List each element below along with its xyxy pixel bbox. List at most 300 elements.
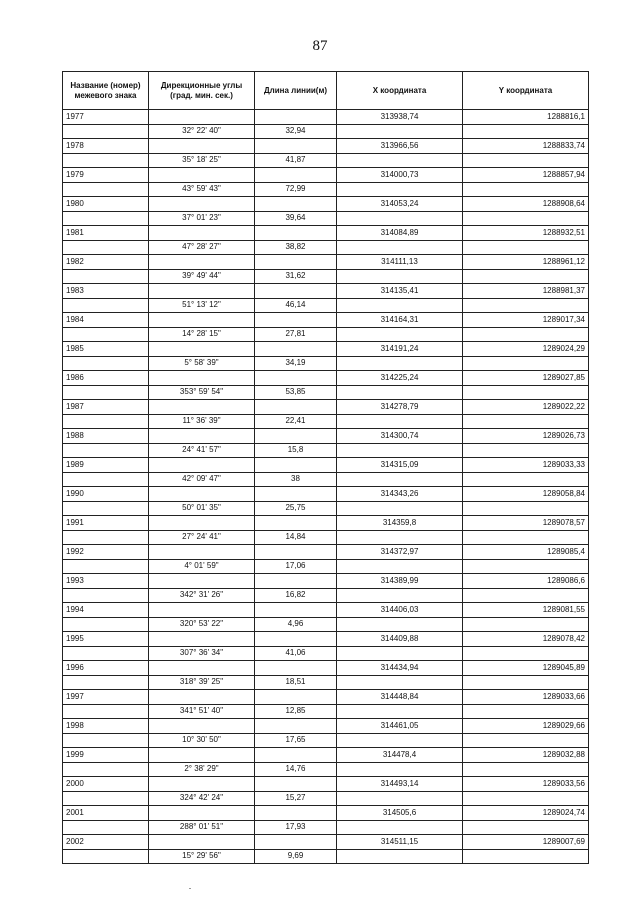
empty-cell	[63, 298, 149, 313]
line-length: 53,85	[255, 385, 337, 400]
point-row	[63, 110, 589, 125]
empty-cell	[149, 168, 255, 183]
empty-cell	[63, 124, 149, 139]
point-name: 1984	[63, 313, 149, 328]
point-name: 1997	[63, 690, 149, 705]
empty-cell	[149, 516, 255, 531]
point-name: 1986	[63, 371, 149, 386]
y-coordinate: 1289081,55	[463, 603, 589, 618]
empty-cell	[255, 748, 337, 763]
empty-cell	[337, 414, 463, 429]
empty-cell	[337, 240, 463, 255]
empty-cell	[255, 458, 337, 473]
point-name: 1989	[63, 458, 149, 473]
point-row	[63, 603, 589, 618]
y-coordinate: 1289027,85	[463, 371, 589, 386]
empty-cell	[63, 240, 149, 255]
direction-angle: 32° 22' 40"	[149, 124, 255, 139]
direction-angle: 51° 13' 12"	[149, 298, 255, 313]
empty-cell	[149, 400, 255, 415]
empty-cell	[337, 211, 463, 226]
point-name: 1994	[63, 603, 149, 618]
boundary-coordinates-table	[62, 71, 589, 864]
empty-cell	[255, 777, 337, 792]
x-coordinate: 313966,56	[337, 139, 463, 154]
direction-angle: 342° 31' 26"	[149, 588, 255, 603]
segment-row	[63, 588, 589, 603]
point-name: 2002	[63, 835, 149, 850]
direction-angle: 24° 41' 57"	[149, 443, 255, 458]
empty-cell	[255, 806, 337, 821]
line-length: 17,65	[255, 733, 337, 748]
x-coordinate: 314448,84	[337, 690, 463, 705]
line-length: 25,75	[255, 501, 337, 516]
empty-cell	[463, 820, 589, 835]
line-length: 4,96	[255, 617, 337, 632]
empty-cell	[337, 501, 463, 516]
empty-cell	[63, 472, 149, 487]
x-coordinate: 314315,09	[337, 458, 463, 473]
direction-angle: 39° 49' 44"	[149, 269, 255, 284]
header-name: Название (номер) межевого знака	[63, 72, 149, 110]
empty-cell	[63, 849, 149, 864]
empty-cell	[337, 124, 463, 139]
empty-cell	[149, 574, 255, 589]
empty-cell	[149, 284, 255, 299]
point-name: 1981	[63, 226, 149, 241]
empty-cell	[337, 791, 463, 806]
empty-cell	[463, 501, 589, 516]
segment-row	[63, 385, 589, 400]
empty-cell	[463, 675, 589, 690]
x-coordinate: 314478,4	[337, 748, 463, 763]
segment-row	[63, 617, 589, 632]
direction-angle: 2° 38' 29"	[149, 762, 255, 777]
point-name: 1993	[63, 574, 149, 589]
empty-cell	[255, 400, 337, 415]
point-name: 1982	[63, 255, 149, 270]
segment-row	[63, 356, 589, 371]
empty-cell	[463, 240, 589, 255]
empty-cell	[337, 472, 463, 487]
empty-cell	[463, 414, 589, 429]
empty-cell	[337, 182, 463, 197]
empty-cell	[255, 342, 337, 357]
x-coordinate: 314505,6	[337, 806, 463, 821]
line-length: 17,06	[255, 559, 337, 574]
x-coordinate: 314359,8	[337, 516, 463, 531]
empty-cell	[463, 269, 589, 284]
line-length: 31,62	[255, 269, 337, 284]
empty-cell	[63, 733, 149, 748]
direction-angle: 10° 30' 50"	[149, 733, 255, 748]
direction-angle: 27° 24' 41"	[149, 530, 255, 545]
empty-cell	[337, 762, 463, 777]
empty-cell	[149, 313, 255, 328]
line-length: 38,82	[255, 240, 337, 255]
point-row	[63, 661, 589, 676]
point-name: 1999	[63, 748, 149, 763]
empty-cell	[463, 704, 589, 719]
empty-cell	[149, 632, 255, 647]
point-row	[63, 835, 589, 850]
x-coordinate: 314511,15	[337, 835, 463, 850]
segment-row	[63, 733, 589, 748]
empty-cell	[63, 588, 149, 603]
line-length: 15,27	[255, 791, 337, 806]
direction-angle: 318° 39' 25"	[149, 675, 255, 690]
empty-cell	[149, 545, 255, 560]
empty-cell	[149, 835, 255, 850]
empty-cell	[149, 777, 255, 792]
line-length: 15,8	[255, 443, 337, 458]
segment-row	[63, 501, 589, 516]
line-length: 9,69	[255, 849, 337, 864]
empty-cell	[337, 385, 463, 400]
empty-cell	[463, 791, 589, 806]
empty-cell	[63, 791, 149, 806]
empty-cell	[63, 269, 149, 284]
empty-cell	[63, 501, 149, 516]
empty-cell	[255, 371, 337, 386]
empty-cell	[463, 327, 589, 342]
header-angle: Дирекционные углы (град. мин. сек.)	[149, 72, 255, 110]
direction-angle: 11° 36' 39"	[149, 414, 255, 429]
x-coordinate: 314406,03	[337, 603, 463, 618]
empty-cell	[463, 443, 589, 458]
line-length: 14,84	[255, 530, 337, 545]
empty-cell	[63, 443, 149, 458]
point-name: 1983	[63, 284, 149, 299]
segment-row	[63, 298, 589, 313]
y-coordinate: 1288857,94	[463, 168, 589, 183]
empty-cell	[149, 603, 255, 618]
segment-row	[63, 791, 589, 806]
empty-cell	[337, 704, 463, 719]
line-length: 22,41	[255, 414, 337, 429]
empty-cell	[463, 211, 589, 226]
y-coordinate: 1288908,64	[463, 197, 589, 212]
header-length: Длина линии(м)	[255, 72, 337, 110]
empty-cell	[463, 153, 589, 168]
x-coordinate: 314225,24	[337, 371, 463, 386]
y-coordinate: 1289033,33	[463, 458, 589, 473]
x-coordinate: 314135,41	[337, 284, 463, 299]
point-row	[63, 748, 589, 763]
line-length: 38	[255, 472, 337, 487]
segment-row	[63, 269, 589, 284]
empty-cell	[463, 588, 589, 603]
line-length: 27,81	[255, 327, 337, 342]
point-name: 1985	[63, 342, 149, 357]
empty-cell	[149, 690, 255, 705]
y-coordinate: 1289086,6	[463, 574, 589, 589]
empty-cell	[63, 385, 149, 400]
line-length: 39,64	[255, 211, 337, 226]
empty-cell	[255, 313, 337, 328]
empty-cell	[63, 704, 149, 719]
segment-row	[63, 211, 589, 226]
segment-row	[63, 327, 589, 342]
empty-cell	[255, 284, 337, 299]
empty-cell	[255, 139, 337, 154]
empty-cell	[337, 327, 463, 342]
segment-row	[63, 124, 589, 139]
y-coordinate: 1289026,73	[463, 429, 589, 444]
point-row	[63, 342, 589, 357]
y-coordinate: 1288833,74	[463, 139, 589, 154]
empty-cell	[337, 298, 463, 313]
point-row	[63, 371, 589, 386]
y-coordinate: 1288816,1	[463, 110, 589, 125]
empty-cell	[149, 487, 255, 502]
point-row	[63, 516, 589, 531]
empty-cell	[63, 559, 149, 574]
empty-cell	[63, 182, 149, 197]
point-name: 1988	[63, 429, 149, 444]
empty-cell	[63, 153, 149, 168]
empty-cell	[63, 820, 149, 835]
direction-angle: 324° 42' 24"	[149, 791, 255, 806]
point-row	[63, 429, 589, 444]
empty-cell	[337, 849, 463, 864]
line-length: 41,06	[255, 646, 337, 661]
direction-angle: 50° 01' 35"	[149, 501, 255, 516]
empty-cell	[63, 327, 149, 342]
point-row	[63, 719, 589, 734]
empty-cell	[149, 719, 255, 734]
y-coordinate: 1289045,89	[463, 661, 589, 676]
empty-cell	[63, 762, 149, 777]
empty-cell	[337, 733, 463, 748]
empty-cell	[63, 211, 149, 226]
point-name: 1996	[63, 661, 149, 676]
point-row	[63, 313, 589, 328]
empty-cell	[463, 559, 589, 574]
direction-angle: 15° 29' 56"	[149, 849, 255, 864]
segment-row	[63, 849, 589, 864]
x-coordinate: 314372,97	[337, 545, 463, 560]
x-coordinate: 314461,05	[337, 719, 463, 734]
empty-cell	[337, 617, 463, 632]
header-row	[63, 72, 589, 110]
point-row	[63, 777, 589, 792]
empty-cell	[255, 574, 337, 589]
point-name: 1977	[63, 110, 149, 125]
empty-cell	[337, 820, 463, 835]
empty-cell	[337, 269, 463, 284]
line-length: 46,14	[255, 298, 337, 313]
x-coordinate: 314191,24	[337, 342, 463, 357]
x-coordinate: 314084,89	[337, 226, 463, 241]
x-coordinate: 314409,88	[337, 632, 463, 647]
point-name: 1998	[63, 719, 149, 734]
x-coordinate: 314164,31	[337, 313, 463, 328]
point-name: 1995	[63, 632, 149, 647]
point-row	[63, 574, 589, 589]
empty-cell	[255, 835, 337, 850]
empty-cell	[255, 197, 337, 212]
segment-row	[63, 559, 589, 574]
point-row	[63, 197, 589, 212]
empty-cell	[463, 617, 589, 632]
empty-cell	[63, 675, 149, 690]
x-coordinate: 314300,74	[337, 429, 463, 444]
empty-cell	[337, 153, 463, 168]
empty-cell	[149, 371, 255, 386]
empty-cell	[255, 110, 337, 125]
direction-angle: 5° 58' 39"	[149, 356, 255, 371]
y-coordinate: 1289078,42	[463, 632, 589, 647]
empty-cell	[337, 530, 463, 545]
direction-angle: 43° 59' 43"	[149, 182, 255, 197]
point-name: 1980	[63, 197, 149, 212]
empty-cell	[463, 733, 589, 748]
direction-angle: 4° 01' 59"	[149, 559, 255, 574]
line-length: 72,99	[255, 182, 337, 197]
direction-angle: 307° 36' 34"	[149, 646, 255, 661]
segment-row	[63, 646, 589, 661]
x-coordinate: 314343,26	[337, 487, 463, 502]
direction-angle: 37° 01' 23"	[149, 211, 255, 226]
header-y: Y координата	[463, 72, 589, 110]
empty-cell	[255, 719, 337, 734]
x-coordinate: 313938,74	[337, 110, 463, 125]
empty-cell	[337, 443, 463, 458]
x-coordinate: 314493,14	[337, 777, 463, 792]
segment-row	[63, 530, 589, 545]
segment-row	[63, 675, 589, 690]
point-row	[63, 458, 589, 473]
y-coordinate: 1289024,74	[463, 806, 589, 821]
empty-cell	[463, 356, 589, 371]
line-length: 32,94	[255, 124, 337, 139]
empty-cell	[463, 124, 589, 139]
direction-angle: 47° 28' 27"	[149, 240, 255, 255]
direction-angle: 320° 53' 22"	[149, 617, 255, 632]
x-coordinate: 314278,79	[337, 400, 463, 415]
empty-cell	[463, 385, 589, 400]
empty-cell	[255, 545, 337, 560]
empty-cell	[149, 429, 255, 444]
point-row	[63, 487, 589, 502]
point-row	[63, 545, 589, 560]
x-coordinate: 314000,73	[337, 168, 463, 183]
line-length: 17,93	[255, 820, 337, 835]
empty-cell	[255, 226, 337, 241]
empty-cell	[63, 646, 149, 661]
empty-cell	[63, 617, 149, 632]
y-coordinate: 1289058,84	[463, 487, 589, 502]
line-length: 34,19	[255, 356, 337, 371]
y-coordinate: 1289029,66	[463, 719, 589, 734]
empty-cell	[463, 472, 589, 487]
empty-cell	[463, 298, 589, 313]
empty-cell	[255, 603, 337, 618]
y-coordinate: 1289017,34	[463, 313, 589, 328]
empty-cell	[255, 632, 337, 647]
y-coordinate: 1289033,66	[463, 690, 589, 705]
page-number: 87	[312, 38, 328, 54]
direction-angle: 341° 51' 40"	[149, 704, 255, 719]
empty-cell	[463, 849, 589, 864]
empty-cell	[255, 255, 337, 270]
point-name: 2001	[63, 806, 149, 821]
line-length: 16,82	[255, 588, 337, 603]
empty-cell	[463, 530, 589, 545]
point-name: 1992	[63, 545, 149, 560]
line-length: 12,85	[255, 704, 337, 719]
empty-cell	[463, 182, 589, 197]
empty-cell	[149, 110, 255, 125]
empty-cell	[337, 675, 463, 690]
x-coordinate: 314389,99	[337, 574, 463, 589]
empty-cell	[255, 661, 337, 676]
line-length: 18,51	[255, 675, 337, 690]
empty-cell	[149, 458, 255, 473]
point-row	[63, 632, 589, 647]
empty-cell	[63, 414, 149, 429]
empty-cell	[63, 356, 149, 371]
empty-cell	[149, 197, 255, 212]
y-coordinate: 1289033,56	[463, 777, 589, 792]
empty-cell	[463, 762, 589, 777]
empty-cell	[255, 429, 337, 444]
point-row	[63, 284, 589, 299]
point-row	[63, 168, 589, 183]
header-x: X координата	[337, 72, 463, 110]
x-coordinate: 314053,24	[337, 197, 463, 212]
direction-angle: 14° 28' 15"	[149, 327, 255, 342]
y-coordinate: 1289024,29	[463, 342, 589, 357]
point-row	[63, 400, 589, 415]
point-row	[63, 690, 589, 705]
empty-cell	[149, 226, 255, 241]
line-length: 14,76	[255, 762, 337, 777]
point-name: 1978	[63, 139, 149, 154]
point-row	[63, 255, 589, 270]
empty-cell	[337, 356, 463, 371]
empty-cell	[463, 646, 589, 661]
point-row	[63, 139, 589, 154]
segment-row	[63, 820, 589, 835]
table-header	[63, 72, 589, 110]
point-row	[63, 226, 589, 241]
point-name: 1979	[63, 168, 149, 183]
empty-cell	[149, 748, 255, 763]
y-coordinate: 1289022,22	[463, 400, 589, 415]
direction-angle: 353° 59' 54"	[149, 385, 255, 400]
empty-cell	[255, 516, 337, 531]
empty-cell	[149, 661, 255, 676]
y-coordinate: 1288981,37	[463, 284, 589, 299]
line-length: 41,87	[255, 153, 337, 168]
segment-row	[63, 182, 589, 197]
direction-angle: 288° 01' 51"	[149, 820, 255, 835]
x-coordinate: 314111,13	[337, 255, 463, 270]
segment-row	[63, 443, 589, 458]
y-coordinate: 1288932,51	[463, 226, 589, 241]
segment-row	[63, 472, 589, 487]
point-name: 1987	[63, 400, 149, 415]
empty-cell	[63, 530, 149, 545]
empty-cell	[149, 139, 255, 154]
direction-angle: 35° 18' 25"	[149, 153, 255, 168]
y-coordinate: 1289085,4	[463, 545, 589, 560]
y-coordinate: 1289007,69	[463, 835, 589, 850]
empty-cell	[149, 806, 255, 821]
empty-cell	[149, 255, 255, 270]
